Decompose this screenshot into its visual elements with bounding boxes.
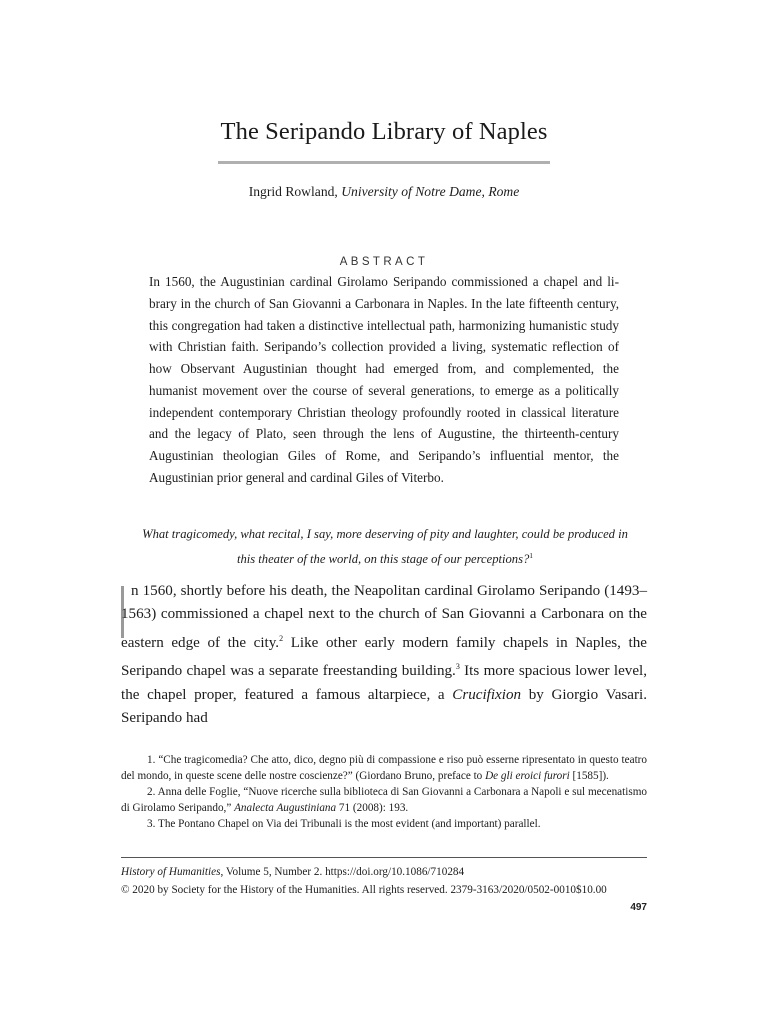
journal-name: History of Humanities: [121, 866, 221, 878]
epigraph-text: What tragicomedy, what recital, I say, more deserving of pity and laughter, could be produced in this theater of the world, on this stage of our perceptions?: [142, 527, 628, 567]
artwork-title: Crucifixion: [452, 686, 522, 703]
body-segment-4: by Giorgio Vasari. Seripando had: [121, 686, 647, 727]
footnote-2: [121, 784, 647, 816]
body-segment-3: Its more spacious lower level, the chapel proper, featured a famous altarpiece, a: [121, 663, 647, 703]
footnote-1-title: De gli eroici furori: [485, 770, 570, 783]
footnote-3: 3. The Pontano Chapel on Via dei Tribunali is the most evident (and important) parallel.: [147, 818, 541, 831]
footnote-1: [121, 752, 647, 784]
footnote-1-text: 1. “Che tragicomedia? Che atto, dico, degno più di compassione e riso può esserne ripresentato in questo teatro del mondo, in queste scene delle nostre coscienze?” (Giordano Bruno, preface to: [121, 754, 647, 783]
abstract-heading: ABSTRACT: [339, 256, 429, 268]
footnote-2-text: 2. Anna delle Foglie, “Nuove ricerche sulla biblioteca di San Giovanni a Carbonara a Napoli e sul mecenatismo di Girolamo Seripando,”: [121, 786, 647, 815]
page-footer: [121, 863, 651, 899]
footnote-1-end: [1585]).: [569, 770, 609, 783]
copyright-line: © 2020 by Society for the History of the Humanities. All rights reserved. 2379-3163/2020/0502-0010$10.00: [121, 884, 607, 896]
doi-citation[interactable]: , Volume 5, Number 2. https://doi.org/10.1086/710284: [220, 866, 465, 878]
byline: [0, 184, 768, 200]
footnotes: [121, 752, 647, 832]
author-name: Ingrid Rowland,: [248, 184, 338, 199]
footnote-ref-1[interactable]: 1: [529, 551, 534, 560]
epigraph: [140, 524, 630, 570]
footnote-2-journal: Analecta Augustiniana: [234, 802, 337, 815]
body-segment-2: Like other early modern family chapels in Naples, the Seripando chapel was a separate freestanding building.: [121, 634, 647, 680]
page-number: 497: [630, 902, 647, 913]
author-affiliation: University of Notre Dame, Rome: [341, 184, 520, 199]
article-title: The Seripando Library of Naples: [220, 118, 548, 145]
title-divider: [218, 161, 550, 164]
abstract-text: In 1560, the Augustinian cardinal Girolamo Seripando commissioned a chapel and library in the church of San Giovanni a Carbonara in Naples. In the late fifteenth century, this congregation had taken a distinctive intellectual path, harmonizing humanistic study with Christian faith. Seripando’s collection provided a living, systematic reflection of how Observant Augustinian thought had emerged from, and complemented, the humanist movement over the course of several generations, to emerge as a politically independent contemporary Christian theology profoundly rooted in classical literature and the legacy of Plato, seen through the lens of Augustine, the thirteenth-century Augustinian theologian Giles of Rome, and Seripando’s influential mentor, the Augustinian prior general and cardinal Giles of Viterbo.: [149, 274, 619, 485]
body-paragraph: [121, 580, 647, 731]
body-segment-1: n 1560, shortly before his death, the Neapolitan cardinal Girolamo Seripando (1493–1563) commissioned a chapel next to the church of San Giovanni a Carbonara on the eastern edge of the city.: [121, 583, 647, 651]
footnote-ref-2[interactable]: 2: [279, 633, 284, 643]
footnote-ref-3[interactable]: 3: [455, 662, 460, 672]
footer-divider: [121, 857, 647, 858]
journal-citation: [121, 863, 651, 881]
footnote-2-end: 71 (2008): 193.: [336, 802, 409, 815]
